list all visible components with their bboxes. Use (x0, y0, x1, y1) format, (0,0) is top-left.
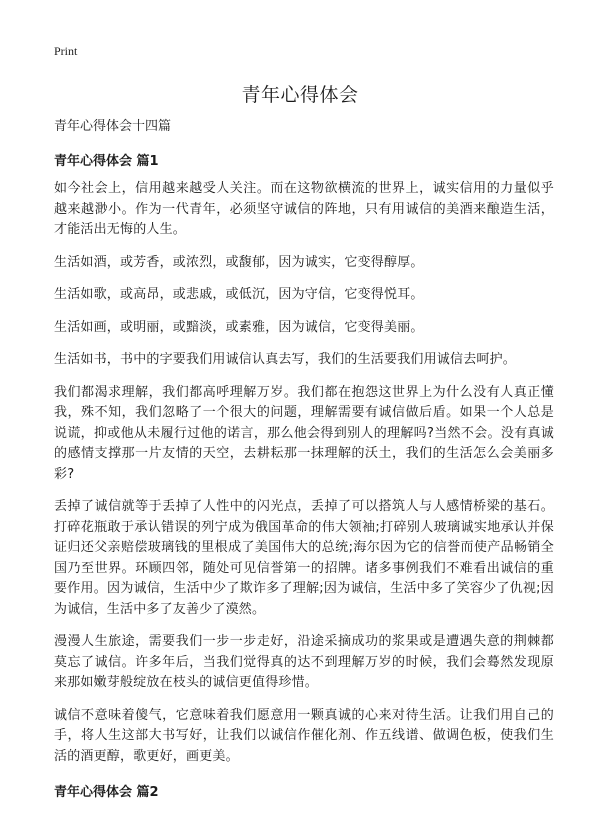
document-subtitle: 青年心得体会十四篇 (54, 119, 172, 134)
paragraph: 生活如酒，或芳香，或浓烈，或馥郁，因为诚实，它变得醇厚。 (54, 254, 424, 270)
paragraph: 我们都渴求理解，我们都高呼理解万岁。我们都在抱怨这世界上为什么没有人真正懂我，殊不知，我们忽略了一个很大的问题，理解需要有诚信做后盾。如果一个人总是说谎，抑或他从未履行过他的诺言，那么他会得到别人的理解吗?当然不会。没有真诚的感情支撑那一片友情的天空，去耕耘那一抹理解的沃土，我们的生活怎么会美丽多彩? (54, 384, 554, 482)
document-body (54, 117, 554, 810)
paragraph: 生活如画，或明丽，或黯淡，或素雅，因为诚信，它变得美丽。 (54, 319, 424, 335)
section-heading-2: 青年心得体会 篇2 (54, 785, 159, 800)
print-label: Print (54, 44, 78, 58)
paragraph: 生活如书，书中的字要我们用诚信认真去写，我们的生活要我们用诚信去呵护。 (54, 352, 517, 367)
paragraph: 漫漫人生旅途，需要我们一步一步走好，沿途采摘成功的浆果或是遭遇失意的荆棘都莫忘了诚信。许多年后，当我们觉得真的达不到理解万岁的时候，我们会蓦然发现原来那如嫩芽般绽放在枝头的诚信更值得珍惜。 (54, 634, 554, 690)
paragraph: 丢掉了诚信就等于丢掉了人性中的闪光点，丢掉了可以搭筑人与人感情桥梁的基石。打碎花瓶敢于承认错误的列宁成为俄国革命的伟大领袖;打碎别人玻璃诚实地承认并保证归还父亲赔偿玻璃钱的里根成了美国伟大的总统;海尔因为它的信誉而使产品畅销全国乃至世界。环顾四邻，随处可见信誉第一的招牌。诸多事例我们不难看出诚信的重要作用。因为诚信，生活中少了欺诈多了理解;因为诚信，生活中多了笑容少了仇视;因为诚信，生活中多了友善少了漠然。 (54, 499, 554, 617)
section-heading-1: 青年心得体会 篇1 (54, 154, 159, 169)
paragraph: 生活如歌，或高昂，或悲戚，或低沉，因为守信，它变得悦耳。 (54, 287, 424, 302)
paragraph: 如今社会上，信用越来越受人关注。而在这物欲横流的世界上，诚实信用的力量似乎越来越渺小。作为一代青年，必须坚守诚信的阵地，只有用诚信的美酒来酿造生活，才能活出无悔的人生。 (54, 181, 554, 237)
page-title: 青年心得体会 (241, 84, 359, 106)
paragraph: 诚信不意味着傻气，它意味着我们愿意用一颗真诚的心来对待生活。让我们用自己的手，将人生这部大书写好，让我们以诚信作催化剂、作五线谱、做调色板，使我们生活的酒更醇，歌更好，画更美。 (54, 707, 554, 764)
